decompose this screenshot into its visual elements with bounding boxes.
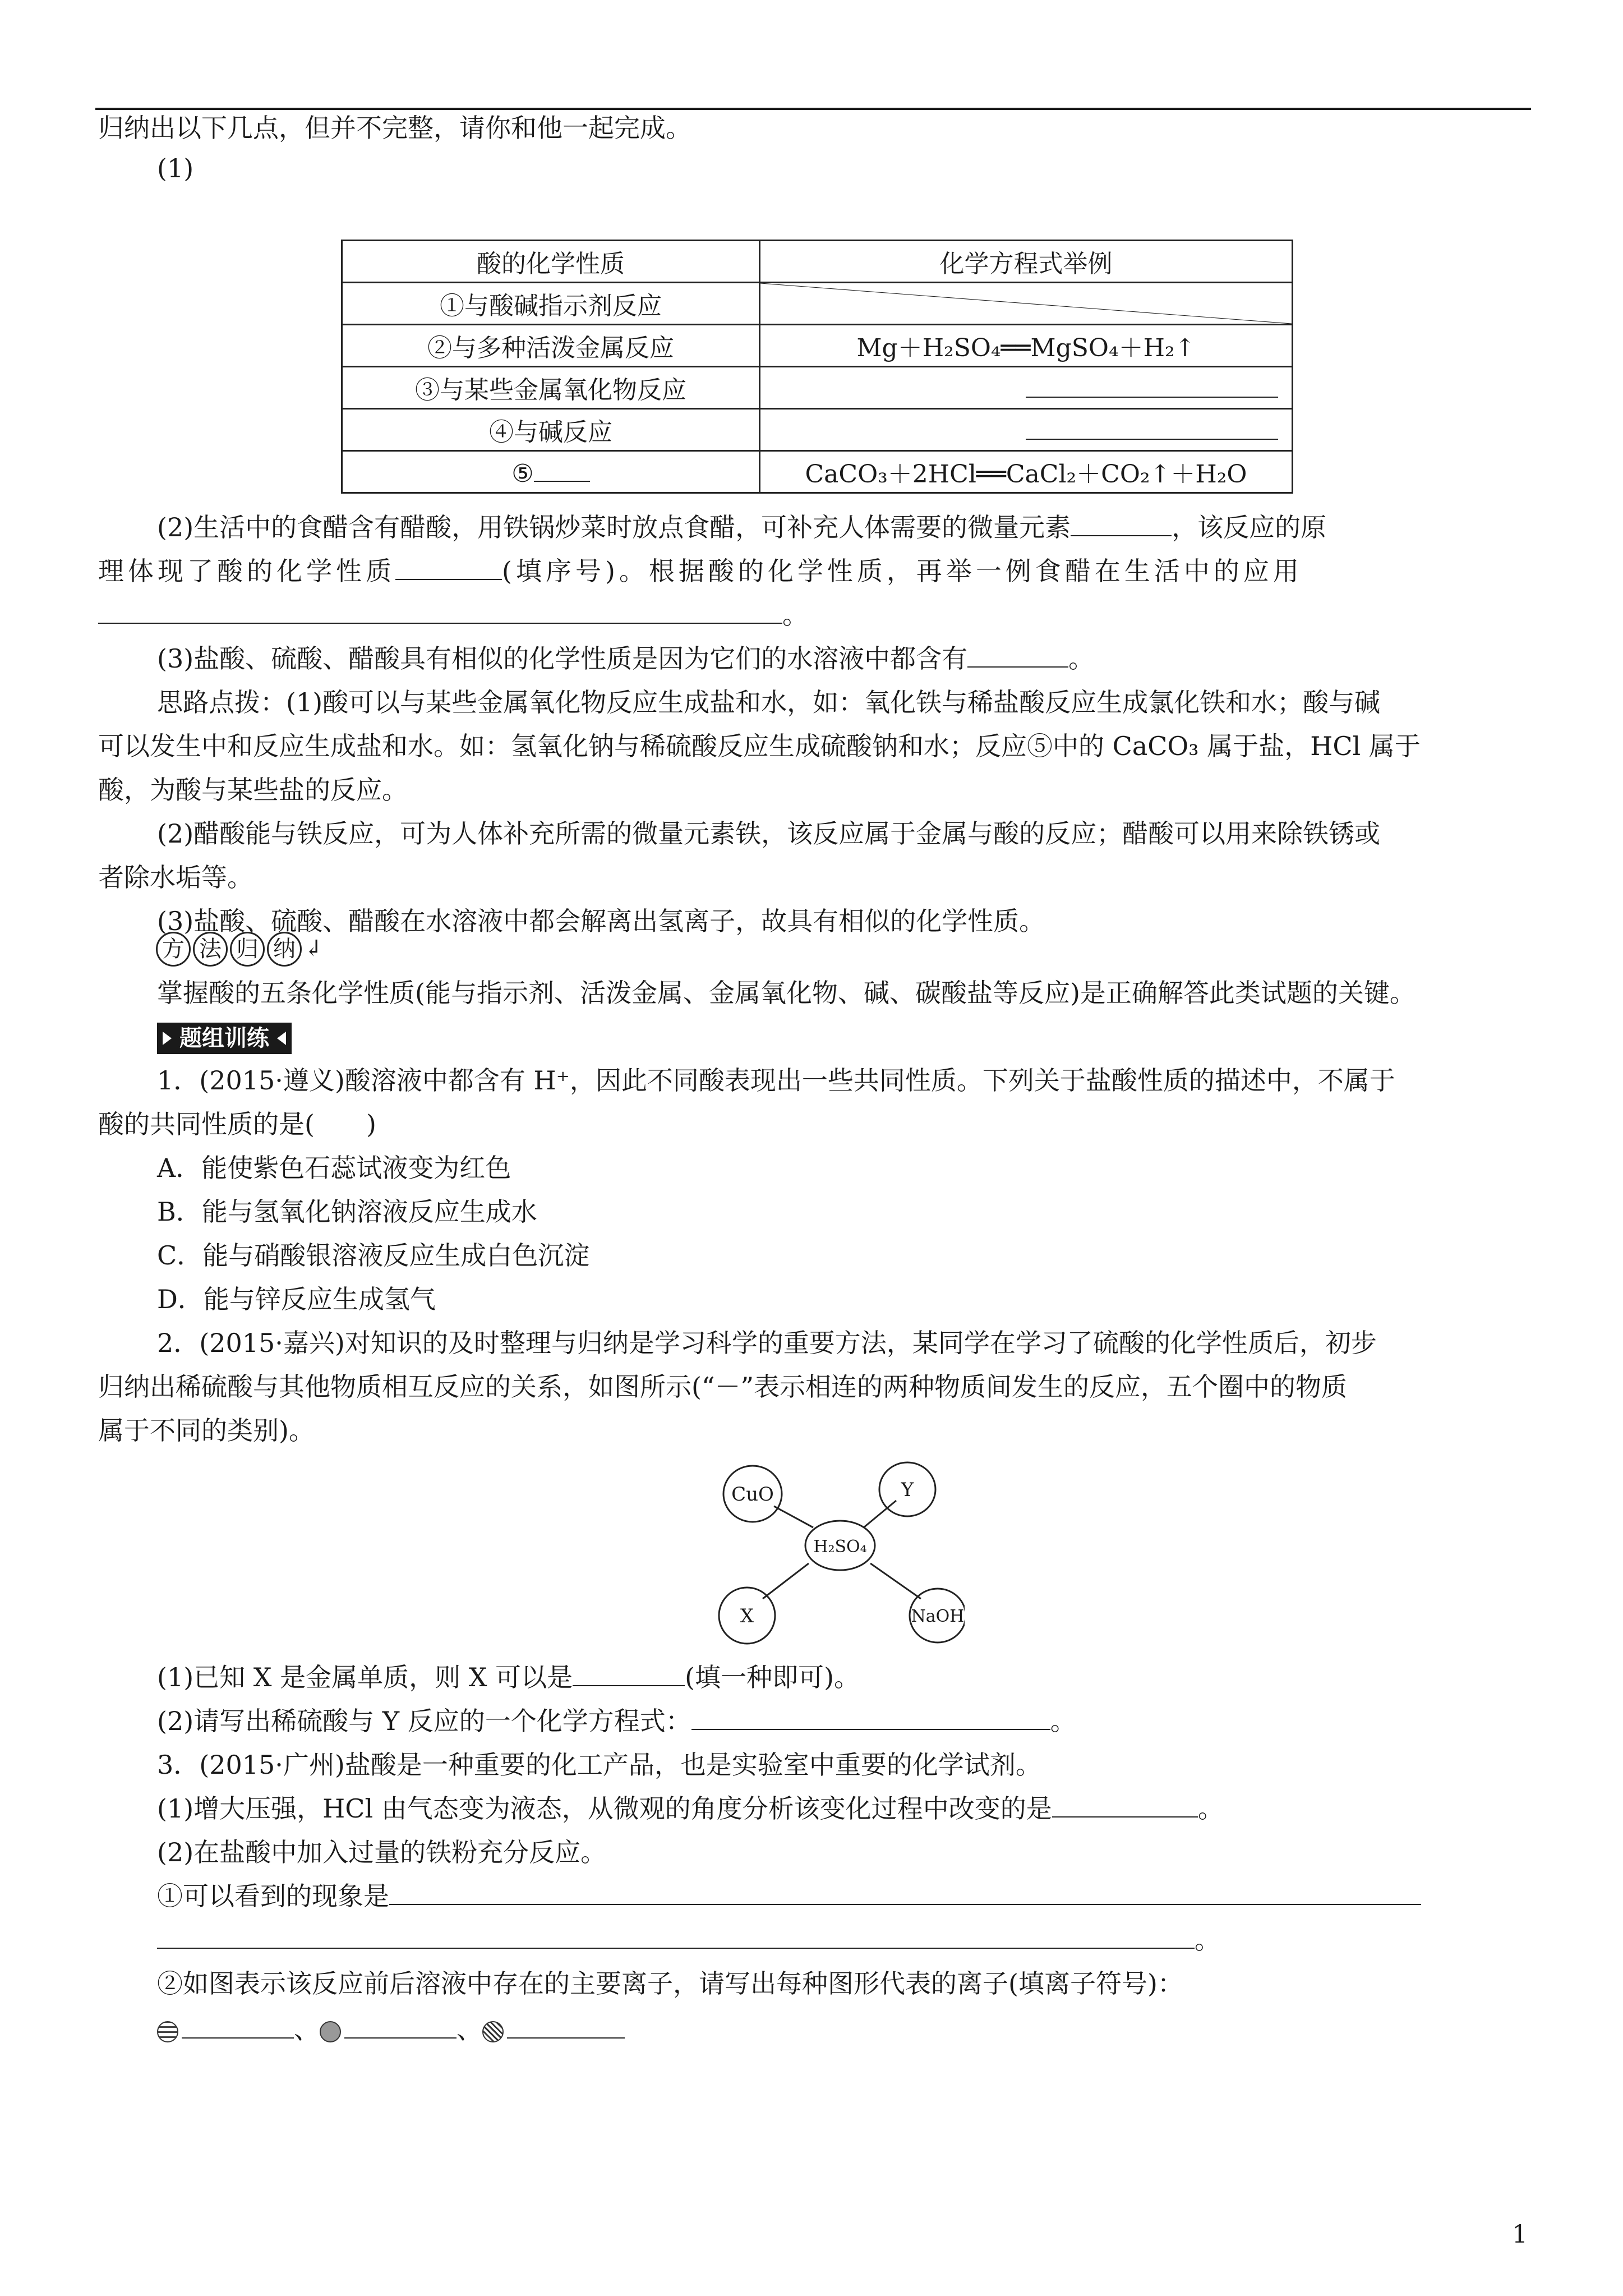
p2-stem-2: 归纳出稀硫酸与其他物质相互反应的关系，如图所示(“－”表示相连的两种物质间发生的反应，五个圈中的物质 [98, 1372, 1347, 1402]
table-row [342, 283, 1293, 325]
table-cell-blank[interactable] [760, 409, 1293, 451]
node-x-label: X [740, 1605, 754, 1627]
p1-option-d[interactable]: D．能与锌反应生成氢气 [157, 1284, 436, 1314]
p1-stem-2: 酸的共同性质的是( ) [98, 1109, 376, 1139]
table-cell-equation: CaCO₃＋2HCl══CaCl₂＋CO₂↑＋H₂O [760, 451, 1293, 493]
q2-line-2: 理体现了酸的化学性质 (填序号)。根据酸的化学性质，再举一例食醋在生活中的应用 [98, 554, 1303, 588]
node-h2so4-label: H₂SO₄ [813, 1537, 867, 1557]
part-1-label: (1) [157, 153, 194, 183]
node-y-label: Y [901, 1479, 914, 1501]
table-row [342, 325, 1293, 367]
triangle-left-icon [277, 1032, 286, 1045]
table-row [342, 409, 1293, 451]
table-header-property: 酸的化学性质 [342, 241, 760, 283]
p1-option-a[interactable]: A．能使紫色石蕊试液变为红色 [157, 1153, 511, 1183]
hatched-ion-icon [482, 2021, 504, 2042]
answer-blank[interactable] [389, 1879, 1421, 1905]
answer-blank[interactable] [691, 1704, 1050, 1730]
hint-line-3: 酸，为酸与某些盐的反应。 [98, 775, 408, 805]
arrow-icon: ↲ [304, 936, 323, 961]
ion-answers: 、 、 [157, 2013, 625, 2046]
answer-blank[interactable] [344, 2013, 457, 2039]
practice-section-tag: 题组训练 [157, 1023, 292, 1054]
method-text: 掌握酸的五条化学性质(能与指示剂、活泼金属、金属氧化物、碱、碳酸盐等反应)是正确解答此类试题的关键。 [157, 978, 1415, 1008]
q3-line: (3)盐酸、硫酸、醋酸具有相似的化学性质是因为它们的水溶液中都含有 。 [157, 642, 1094, 675]
p3-q2a: ①可以看到的现象是 [157, 1879, 1421, 1913]
p2-q1: (1)已知 X 是金属单质，则 X 可以是 (填一种即可)。 [157, 1660, 860, 1694]
answer-blank[interactable] [507, 2013, 625, 2039]
striped-ion-icon [157, 2021, 178, 2042]
page-number: 1 [1512, 2220, 1528, 2249]
gray-ion-icon [320, 2021, 341, 2042]
diagonal-line [760, 283, 1292, 324]
p1-stem-1: 1．(2015·遵义)酸溶液中都含有 H⁺，因此不同酸表现出一些共同性质。下列关于盐酸性质的描述中，不属于 [157, 1065, 1395, 1096]
table-header-equation: 化学方程式举例 [760, 241, 1293, 283]
table-cell-property: ②与多种活泼金属反应 [342, 325, 760, 367]
hint-line-6: (3)盐酸、硫酸、醋酸在水溶液中都会解离出氢离子，故具有相似的化学性质。 [157, 906, 1045, 936]
table-cell-property[interactable]: ⑤ [342, 451, 760, 493]
p3-stem: 3．(2015·广州)盐酸是一种重要的化工产品，也是实验室中重要的化学试剂。 [157, 1750, 1041, 1780]
p3-q2a-cont: 。 [157, 1923, 1220, 1957]
table-cell-blank[interactable] [760, 367, 1293, 409]
table-row [342, 451, 1293, 493]
table-row [342, 367, 1293, 409]
p1-option-b[interactable]: B．能与氢氧化钠溶液反应生成水 [157, 1197, 537, 1227]
intro-line: 归纳出以下几点，但并不完整，请你和他一起完成。 [98, 113, 691, 143]
p2-stem-1: 2．(2015·嘉兴)对知识的及时整理与归纳是学习科学的重要方法，某同学在学习了硫酸的化学性质后，初步 [157, 1328, 1377, 1358]
answer-blank[interactable] [182, 2013, 294, 2039]
hint-line-4: (2)醋酸能与铁反应，可为人体补充所需的微量元素铁，该反应属于金属与酸的反应；醋酸可以用来除铁锈或 [157, 818, 1381, 849]
p1-option-c[interactable]: C．能与硝酸银溶液反应生成白色沉淀 [157, 1240, 590, 1271]
table-cell-equation: Mg＋H₂SO₄══MgSO₄＋H₂↑ [760, 325, 1293, 367]
node-naoh-label: NaOH [911, 1607, 965, 1626]
p3-q2: (2)在盐酸中加入过量的铁粉充分反应。 [157, 1837, 607, 1867]
q2-line-1: (2)生活中的食醋含有醋酸，用铁锅炒菜时放点食醋，可补充人体需要的微量元素 ，该反应的原 [157, 510, 1326, 544]
p3-q1: (1)增大压强，HCl 由气态变为液态，从微观的角度分析该变化过程中改变的是 。 [157, 1792, 1224, 1825]
p2-stem-3: 属于不同的类别)。 [98, 1415, 315, 1446]
answer-blank[interactable] [573, 1660, 685, 1686]
table-cell-crossed [760, 283, 1293, 325]
sulfuric-acid-reaction-diagram [718, 1461, 965, 1646]
hint-line-5: 者除水垢等。 [98, 862, 253, 892]
table-cell-property: ③与某些金属氧化物反应 [342, 367, 760, 409]
hint-line-2: 可以发生中和反应生成盐和水。如：氢氧化钠与稀硫酸反应生成硫酸钠和水；反应⑤中的 CaCO₃ 属于盐，HCl 属于 [98, 731, 1421, 761]
hint-line-1: 思路点拨：(1)酸可以与某些金属氧化物反应生成盐和水，如：氧化铁与稀盐酸反应生成氯化铁和水；酸与碱 [157, 687, 1381, 717]
acid-properties-table [341, 240, 1293, 494]
answer-blank[interactable] [157, 1923, 1195, 1949]
answer-blank[interactable] [1052, 1792, 1198, 1818]
triangle-right-icon [163, 1032, 172, 1045]
table-cell-property: ①与酸碱指示剂反应 [342, 283, 760, 325]
node-cuo-label: CuO [731, 1483, 774, 1506]
p3-q2b: ②如图表示该反应前后溶液中存在的主要离子，请写出每种图形代表的离子(填离子符号)： [157, 1968, 1183, 1999]
method-summary-badge: 方 法 归 纳 ↲ [156, 932, 323, 967]
p2-q2: (2)请写出稀硫酸与 Y 反应的一个化学方程式： 。 [157, 1704, 1076, 1738]
q2-line-3: 。 [98, 598, 808, 632]
top-rule [95, 108, 1531, 110]
table-cell-property: ④与碱反应 [342, 409, 760, 451]
